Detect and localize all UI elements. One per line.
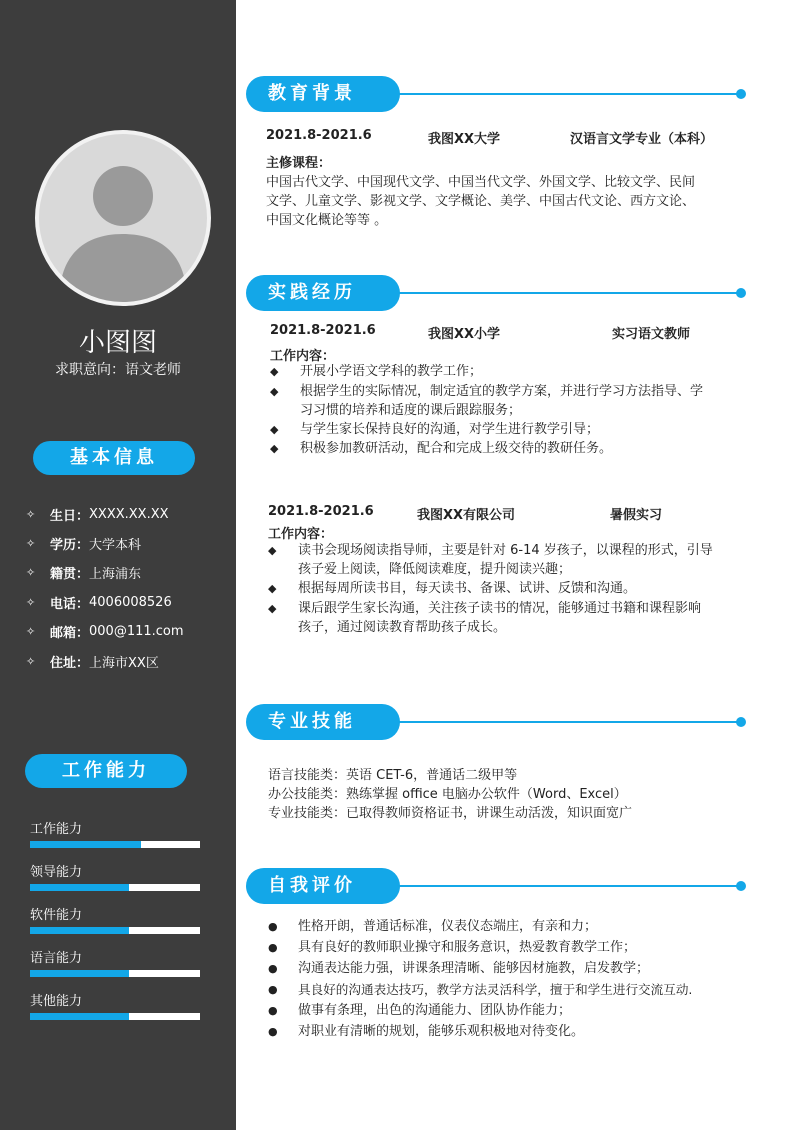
ability-bar — [30, 927, 200, 934]
round-bullet-icon: ● — [268, 983, 278, 996]
divider — [396, 885, 738, 887]
ability-bar-fill — [30, 841, 141, 848]
courses-line: 文学、儿童文学、影视文学、文学概论、美学、中国古代文论、西方文论、 — [266, 194, 696, 209]
education-major: 汉语言文学专业（本科） — [570, 132, 714, 147]
candidate-name: 小图图 — [78, 328, 157, 358]
diamond-bullet-icon: ◆ — [268, 582, 277, 595]
divider — [396, 292, 738, 294]
job-role: 暑假实习 — [610, 508, 663, 523]
basic-info-heading: 基本信息 — [33, 441, 195, 475]
divider — [396, 721, 738, 723]
dot-icon — [736, 89, 746, 99]
round-bullet-icon: ● — [268, 1025, 278, 1038]
ability-bar-fill — [30, 970, 129, 977]
ability-label: 工作能力 — [30, 822, 83, 837]
dot-icon — [736, 717, 746, 727]
sparkle-icon: ✧ — [26, 655, 36, 668]
courses-label: 主修课程： — [266, 156, 332, 171]
sparkle-icon: ✧ — [26, 537, 36, 550]
job-org: 我图XX有限公司 — [417, 508, 516, 523]
round-bullet-icon: ● — [268, 962, 278, 975]
diamond-bullet-icon: ◆ — [270, 423, 279, 436]
job-role: 实习语文教师 — [612, 327, 691, 342]
info-email: ✧ 邮箱： 000@111.com — [26, 624, 184, 641]
skill-line: 语言技能类：英语 CET-6，普通话二级甲等 — [268, 768, 518, 783]
education-school: 我图XX大学 — [428, 132, 501, 147]
info-birthday: ✧ 生日： XXXX.XX.XX — [26, 507, 169, 524]
job-intent: 求职意向：语文老师 — [55, 362, 181, 378]
ability-bar-fill — [30, 884, 129, 891]
skill-line: 专业技能类：已取得教师资格证书，讲课生动活泼，知识面宽广 — [268, 806, 633, 821]
job-content-label: 工作内容： — [270, 349, 336, 364]
job-period: 2021.8-2021.6 — [268, 504, 374, 519]
dot-icon — [736, 881, 746, 891]
ability-bar — [30, 970, 200, 977]
ability-bar — [30, 1013, 200, 1020]
abilities-heading: 工作能力 — [25, 754, 187, 788]
job-org: 我图XX小学 — [428, 327, 501, 342]
diamond-bullet-icon: ◆ — [268, 602, 277, 615]
ability-label: 领导能力 — [30, 865, 83, 880]
ability-bar-fill — [30, 1013, 129, 1020]
courses-line: 中国文化概论等等 。 — [266, 213, 388, 228]
sparkle-icon: ✧ — [26, 625, 36, 638]
sparkle-icon: ✧ — [26, 508, 36, 521]
ability-label: 其他能力 — [30, 994, 83, 1009]
avatar — [35, 130, 211, 306]
person-silhouette-icon — [39, 134, 207, 302]
round-bullet-icon: ● — [268, 920, 278, 933]
round-bullet-icon: ● — [268, 1004, 278, 1017]
skills-heading: 专业技能 — [246, 704, 400, 740]
self-eval-heading: 自我评价 — [246, 868, 400, 904]
courses-line: 中国古代文学、中国现代文学、中国当代文学、外国文学、比较文学、民间 — [266, 175, 696, 190]
dot-icon — [736, 288, 746, 298]
diamond-bullet-icon: ◆ — [270, 442, 279, 455]
practice-heading: 实践经历 — [246, 275, 400, 311]
sidebar — [0, 0, 236, 1130]
round-bullet-icon: ● — [268, 941, 278, 954]
ability-bar-fill — [30, 927, 129, 934]
education-heading: 教育背景 — [246, 76, 400, 112]
info-hometown: ✧ 籍贯： 上海浦东 — [26, 566, 142, 582]
ability-bar — [30, 884, 200, 891]
info-phone: ✧ 电话： 4006008526 — [26, 595, 172, 612]
education-period: 2021.8-2021.6 — [266, 128, 372, 143]
info-address: ✧ 住址： 上海市XX区 — [26, 655, 159, 671]
skill-line: 办公技能类：熟练掌握 office 电脑办公软件（Word、Excel） — [268, 787, 627, 802]
sparkle-icon: ✧ — [26, 566, 36, 579]
job-period: 2021.8-2021.6 — [270, 323, 376, 338]
divider — [396, 93, 738, 95]
sparkle-icon: ✧ — [26, 596, 36, 609]
info-education: ✧ 学历： 大学本科 — [26, 537, 142, 553]
job-content-label: 工作内容： — [268, 527, 334, 542]
diamond-bullet-icon: ◆ — [270, 365, 279, 378]
ability-bar — [30, 841, 200, 848]
diamond-bullet-icon: ◆ — [270, 385, 279, 398]
diamond-bullet-icon: ◆ — [268, 544, 277, 557]
ability-label: 软件能力 — [30, 908, 83, 923]
ability-label: 语言能力 — [30, 951, 83, 966]
